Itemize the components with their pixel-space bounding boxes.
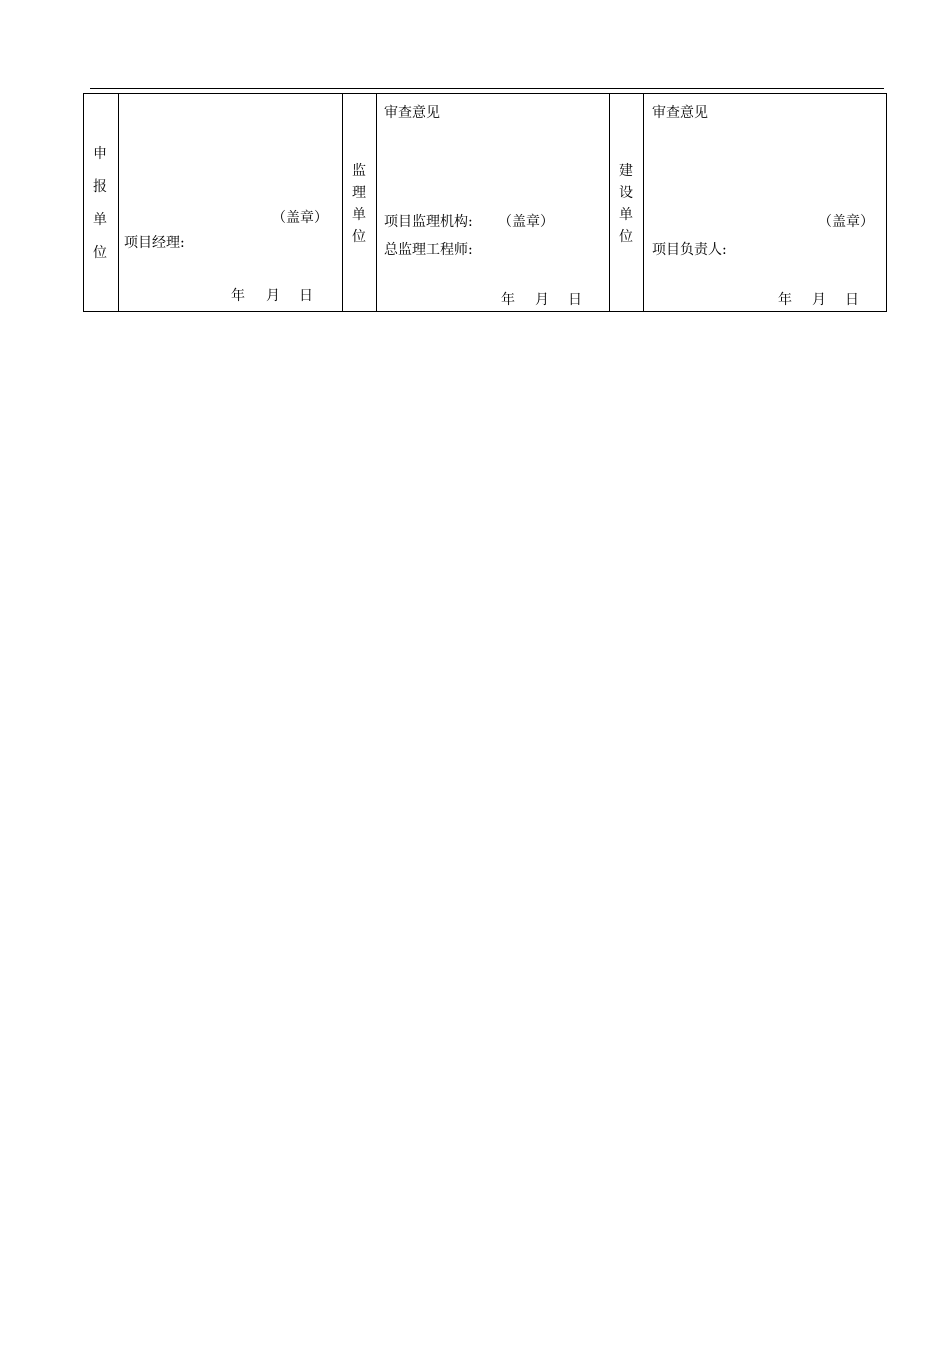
applicant-header [90,138,110,270]
owner-header-char: 设 [619,185,633,201]
supervisor-header-char: 位 [352,229,366,245]
column-divider [342,94,343,311]
applicant-header-char: 申 [93,146,107,162]
supervisor-org-label: 项目监理机构: [384,214,473,230]
applicant-manager-label: 项目经理: [124,235,185,251]
owner-opinion-label: 审查意见 [652,105,708,121]
supervisor-header-char: 监 [352,163,366,179]
owner-header-char: 建 [619,163,633,179]
supervisor-date-month: 月 [535,292,549,308]
supervisor-header-char: 单 [352,207,366,223]
column-divider [609,94,610,311]
supervisor-date-day: 日 [568,292,582,308]
supervisor-seal: （盖章） [498,214,554,230]
supervisor-opinion-label: 审查意见 [384,105,440,121]
top-rule [90,88,884,89]
applicant-date-month: 月 [266,288,280,304]
supervisor-header [349,160,369,248]
owner-header-char: 位 [619,229,633,245]
applicant-header-char: 报 [93,179,107,195]
owner-seal: （盖章） [818,214,874,230]
owner-date-month: 月 [812,292,826,308]
owner-header-char: 单 [619,207,633,223]
supervisor-date-year: 年 [501,292,515,308]
owner-date-day: 日 [845,292,859,308]
supervisor-chief-label: 总监理工程师: [384,242,473,258]
applicant-header-char: 位 [93,245,107,261]
owner-date-year: 年 [778,292,792,308]
column-divider [376,94,377,311]
column-divider [643,94,644,311]
applicant-seal: （盖章） [272,210,328,226]
column-divider [118,94,119,311]
supervisor-header-char: 理 [352,185,366,201]
owner-header [616,160,636,248]
applicant-date-year: 年 [231,288,245,304]
approval-table [83,93,887,312]
owner-leader-label: 项目负责人: [652,242,727,258]
applicant-header-char: 单 [93,212,107,228]
applicant-date-day: 日 [299,288,313,304]
